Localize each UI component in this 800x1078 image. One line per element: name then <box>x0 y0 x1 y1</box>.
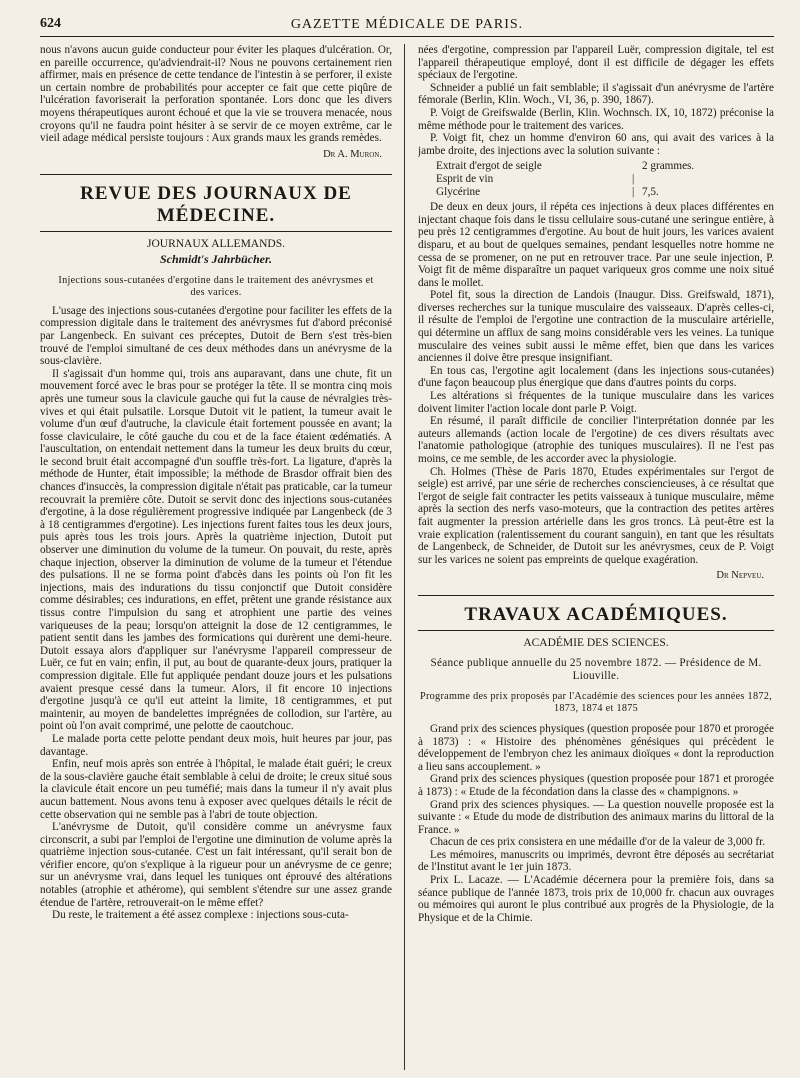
section-subtitle: ACADÉMIE DES SCIENCES. <box>523 637 669 650</box>
article-paragraph: En résumé, il paraît difficile de concilier l'interprétation donnée par les auteurs allemands (action locale de l'ergotine) de ces divers résultats avec l'anatomie pathologique (atrophie des tuniques musculaires). Il ne l'est pas moins, ce me semble, de les accorder avec la physiologie. <box>418 415 774 465</box>
journal-name: Schmidt's Jahrbücher. <box>159 251 273 266</box>
left-column <box>40 44 392 1070</box>
article-paragraph: Ch. Holmes (Thèse de Paris 1870, Etudes expérimentales sur l'ergot de seigle) est arrivé, par une série de recherches consciencieuses, à ce résultat que l'ergot de seigle fait contracter les petits vaisseaux à tunique musculaire, même après la section des nerfs vaso-moteurs, que la contraction des petites artères fait augmenter la pression artérielle dans les gros troncs. Là peut-être est la vraie explication (ralentissement du courant sanguin), en tant que les résultats de Langenbeck, de Schneider, de Dutoit sur les anévrysmes, ceux de P. Voigt sur les varices ne soient pas empreints de quelque exagération. <box>418 465 774 566</box>
running-title: GAZETTE MÉDICALE DE PARIS. <box>290 17 524 32</box>
section-title: TRAVAUX ACADÉMIQUES. <box>464 604 728 626</box>
article-paragraph: P. Voigt de Greifswalde (Berlin, Klin. Wochnsch. IX, 10, 1872) préconise la même méthode pour le traitement des varices. <box>418 106 774 132</box>
programme-heading: Programme des prix proposés par l'Académie des sciences pour les années 1872, 1873, 1874 et 1875 <box>420 690 772 714</box>
ingredient-qty: 7,5. <box>642 185 659 198</box>
article-paragraph: Les altérations si fréquentes de la tunique musculaire dans les varices doivent limiter l'action locale dont parle P. Voigt. <box>418 390 774 415</box>
revue-section-header <box>40 174 392 232</box>
ingredient-qty: 2 grammes. <box>642 160 695 173</box>
prix-paragraph: Chacun de ces prix consistera en une médaille d'or de la valeur de 3,000 fr. <box>430 836 766 849</box>
section-title: REVUE DES JOURNAUX DE MÉDECINE. <box>80 182 352 226</box>
article-paragraph: En tous cas, l'ergotine agit localement (dans les injections sous-cutanées) d'une façon beaucoup plus énergique que dans d'autres points du corps. <box>418 364 774 390</box>
intro-text: nous n'avons aucun guide conducteur pour éviter les plaques d'ulcération. Or, en pareille occurrence, qu'adviendrait-il? Nous ne pouvons certainement rien affirmer, mais en présence de cette tendance de l'intestin à se perforer, il existe un certain nombre de probabilités pour accepter ce fait que cette piqûre de l'ulcération favoriserait la perforation spontanée. Lors donc que les divers moyens thérapeutiques auront échoué et que la vie se trouvera menacée, nous croyons qu'il ne faudra point hésiter à se servir de ce moyen extrême, car le vieil adage médical persiste toujours : Aux grands maux les grands remèdes. <box>40 44 392 145</box>
ingredient-name: Glycérine <box>436 185 481 198</box>
formula-row: Esprit de vin | <box>436 173 774 186</box>
article-paragraph: De deux en deux jours, il répéta ces injections à deux places différentes en injectant chaque fois dans le tissu cellulaire sous-cutané une seringue entière, à peu près 12 centigrammes d'ergotine. Au bout de huit jours, les varices avaient disparu, et au bout de quelques semaines, pendant lesquelles notre homme ne cessa de se promener, on ne put en retrouver trace. Par une seule injection, P. Voigt fit de même disparaître un paquet variqueux gros comme une noix situé dans le mollet. <box>418 201 774 289</box>
intro-signature: Dr A. Muron. <box>323 148 382 160</box>
travaux-section-header <box>418 595 774 631</box>
article-paragraph: Enfin, neuf mois après son entrée à l'hôpital, le malade était guéri; le creux de la sous-clavière gauche était semblable à celui de droite; le creux situé sous la clavicule était encore un peu tuméfié; mais dans la tumeur il n'y avait plus aucun battement. Nous avons tenu à exposer avec quelques détails le récit de cette observation qui ne semble pas à l'abri de toute objection. <box>40 758 392 821</box>
article-paragraph: Du reste, le traitement a été assez complexe : injections sous-cuta- <box>52 909 349 922</box>
prix-paragraph: Prix L. Lacaze. — L'Académie décernera pour la première fois, dans sa séance publique de l'année 1873, trois prix de 10,000 fr. chacun aux ouvrages ou mémoires qui auront le plus contribué aux progrès de la Physiologie, de la Physique et de la Chimie. <box>418 874 774 924</box>
article-paragraph: L'usage des injections sous-cutanées d'ergotine pour faciliter les effets de la compression digitale dans le traitement des anévrysmes fut d'abord préconisé par Langenbeck. En suivant ces préceptes, Dutoit de Bern s'est très-bien trouvé de l'emploi simultané de ces deux méthodes dans un anévrysme de la sous-clavière. <box>40 304 392 368</box>
ingredient-name: Esprit de vin <box>436 172 494 185</box>
prix-paragraph: Grand prix des sciences physiques (question proposée pour 1870 et prorogée à 1873) : « Histoire des phénomènes génésiques qui précèdent le développement de l'embryon chez les animaux dioïques « dont la reproduction a lieu sans accouplement. » <box>418 722 774 773</box>
prix-paragraph: Les mémoires, manuscrits ou imprimés, devront être déposés au secrétariat de l'Institut avant le 1er juin 1873. <box>418 848 774 874</box>
right-column <box>418 44 774 1070</box>
article-title: Injections sous-cutanées d'ergotine dans le traitement des anévrysmes et des varices. <box>58 274 374 298</box>
article-paragraph: Potel fit, sous la direction de Landois (Inaugur. Diss. Greifswald, 1871), diverses recherches sur la tunique musculaire des vaisseaux. D'après celles-ci, il résulte de l'emploi de l'ergotine une contraction de la musculaire artérielle, qui détermine un afflux de sang moins considérable vers les veines. La tunique musculaire des veines subit aussi le même effet, bien que dans les varices anciennes il doive être presque insignifiant. <box>418 289 774 365</box>
prix-paragraph: Grand prix des sciences physiques. — La question nouvelle proposée est la suivante : « Etude du mode de distribution des animaux marins du littoral de la France. » <box>418 798 774 836</box>
section-subtitle: JOURNAUX ALLEMANDS. <box>146 237 285 250</box>
seance-heading: Séance publique annuelle du 25 novembre 1872. — Présidence de M. Liouville. <box>430 657 762 683</box>
ingredient-name: Extrait d'ergot de seigle <box>436 160 542 173</box>
page-number: 624 <box>40 16 61 31</box>
formula-row <box>436 160 774 173</box>
article-continuation: nées d'ergotine, compression par l'appareil Luër, compression digitale, tel est l'appareil thérapeutique employé, dont il est difficile de dégager les effets spéciaux de l'ergotine. <box>418 44 774 82</box>
article-paragraph: Le malade porta cette pelotte pendant deux mois, huit heures par jour, pas davantage. <box>40 732 392 758</box>
formula-row: Glycérine | 7,5. <box>436 186 774 199</box>
article-paragraph: Il s'agissait d'un homme qui, trois ans auparavant, dans une chute, fit un mouvement forcé avec le bras pour se protéger la tête. Il se montra cinq mois après une tumeur sous la clavicule gauche qui fut la cause de névralgies très-vives et qui était pulsatile. Lorsque Dutoit vit le patient, la tumeur avait le volume d'un œuf d'autruche, la clavicule était fortement poussée en avant; la fosse claviculaire, le côté gauche du cou et de la face étaient œdématiés. A l'auscultation, on entendait nettement dans la tumeur les deux bruits du cœur, le second bruit était accompagné d'un souffle très-fort. La ligature, d'après la méthode de Hunter, était impossible; la méthode de Brasdor offrait bien des chances d'insuccès, la compression digitale n'était pas praticable, car la tumeur recouvrait la première côte. Dutoit se servit donc des injections sous-cutanées d'ergotine, à la dose régulièrement progressive indiquée par Langenbeck (de 3 à 18 centigrammes d'ergotine). Les injections furent faites tous les deux jours, puis après tous les trois jours. Après la quatrième injection, Dutoit put observer une diminution du volume de la tumeur. On pouvait, du reste, après chaque injection, observer la diminution de volume de la tumeur et l'étendue des pulsations. Il ne se forma point d'abcès dans les points où l'on fit les injections, mais des indurations du tissu conjonctif que Dutoit considère comme désirables; ces indurations, en effet, prêtent une grande résistance aux tissus contre l'impulsion du sang et atrophient une partie des veines variqueuses de la peau; lorsqu'on atteignit la dose de 12 centigrammes, le patient sentit dans les jambes des formications qui durèrent une demi-heure. Dutoit essaya alors d'appliquer sur l'anévrysme l'appareil compresseur de Luër, ce fut en vain; enfin, il put, au bout de quarante-deux jours, pratiquer la compression digitale. Elle fut appliquée pendant douze jours et les pulsations avaient presque cessé dans la tumeur. Alors, il fit encore 10 injections d'ergotine jusqu'à ce qu'il eut atteint la limite, 18 centigrammes, et put maintenir, au moyen de bandelettes imprégnées de collodion, sur l'artère, au point où l'on avait comprimé, une pelotte de caoutchouc. <box>40 367 392 733</box>
prix-paragraph: Grand prix des sciences physiques (question proposée pour 1871 et prorogée à 1873) : « Etude de la fécondation dans la classe des « champignons. » <box>418 773 774 798</box>
article-paragraph: Schneider a publié un fait semblable; il s'agissait d'un anévrysme de l'artère fémorale (Berlin, Klin. Woch., VI, 36, p. 390, 1867). <box>418 81 774 107</box>
article-paragraph: P. Voigt fit, chez un homme d'environ 60 ans, qui avait des varices à la jambe droite, des injections avec la solution suivante : <box>418 132 774 157</box>
article-signature: Dr Nepveu. <box>716 570 764 582</box>
formula-block <box>436 160 774 198</box>
page-header <box>40 14 774 37</box>
column-divider <box>404 44 405 1070</box>
ingredient-qty <box>642 173 722 186</box>
article-paragraph: L'anévrysme de Dutoit, qu'il considère comme un anévrysme faux circonscrit, a subi par l'emploi de l'ergotine une diminution de volume après la quatrième injection sous-cutanée. C'est un fait intéressant, qu'il serait bon de vérifier encore, qu'on s'explique à la rigueur pour un anévrysme de ce genre; sur un anévrysme vrai, dans lequel les tuniques ont éprouvé des altérations notables (atrophie et athérome), qui semblent s'étendre sur une assez grande étendue de l'artère, retrouverait-on le même effet? <box>40 821 392 909</box>
